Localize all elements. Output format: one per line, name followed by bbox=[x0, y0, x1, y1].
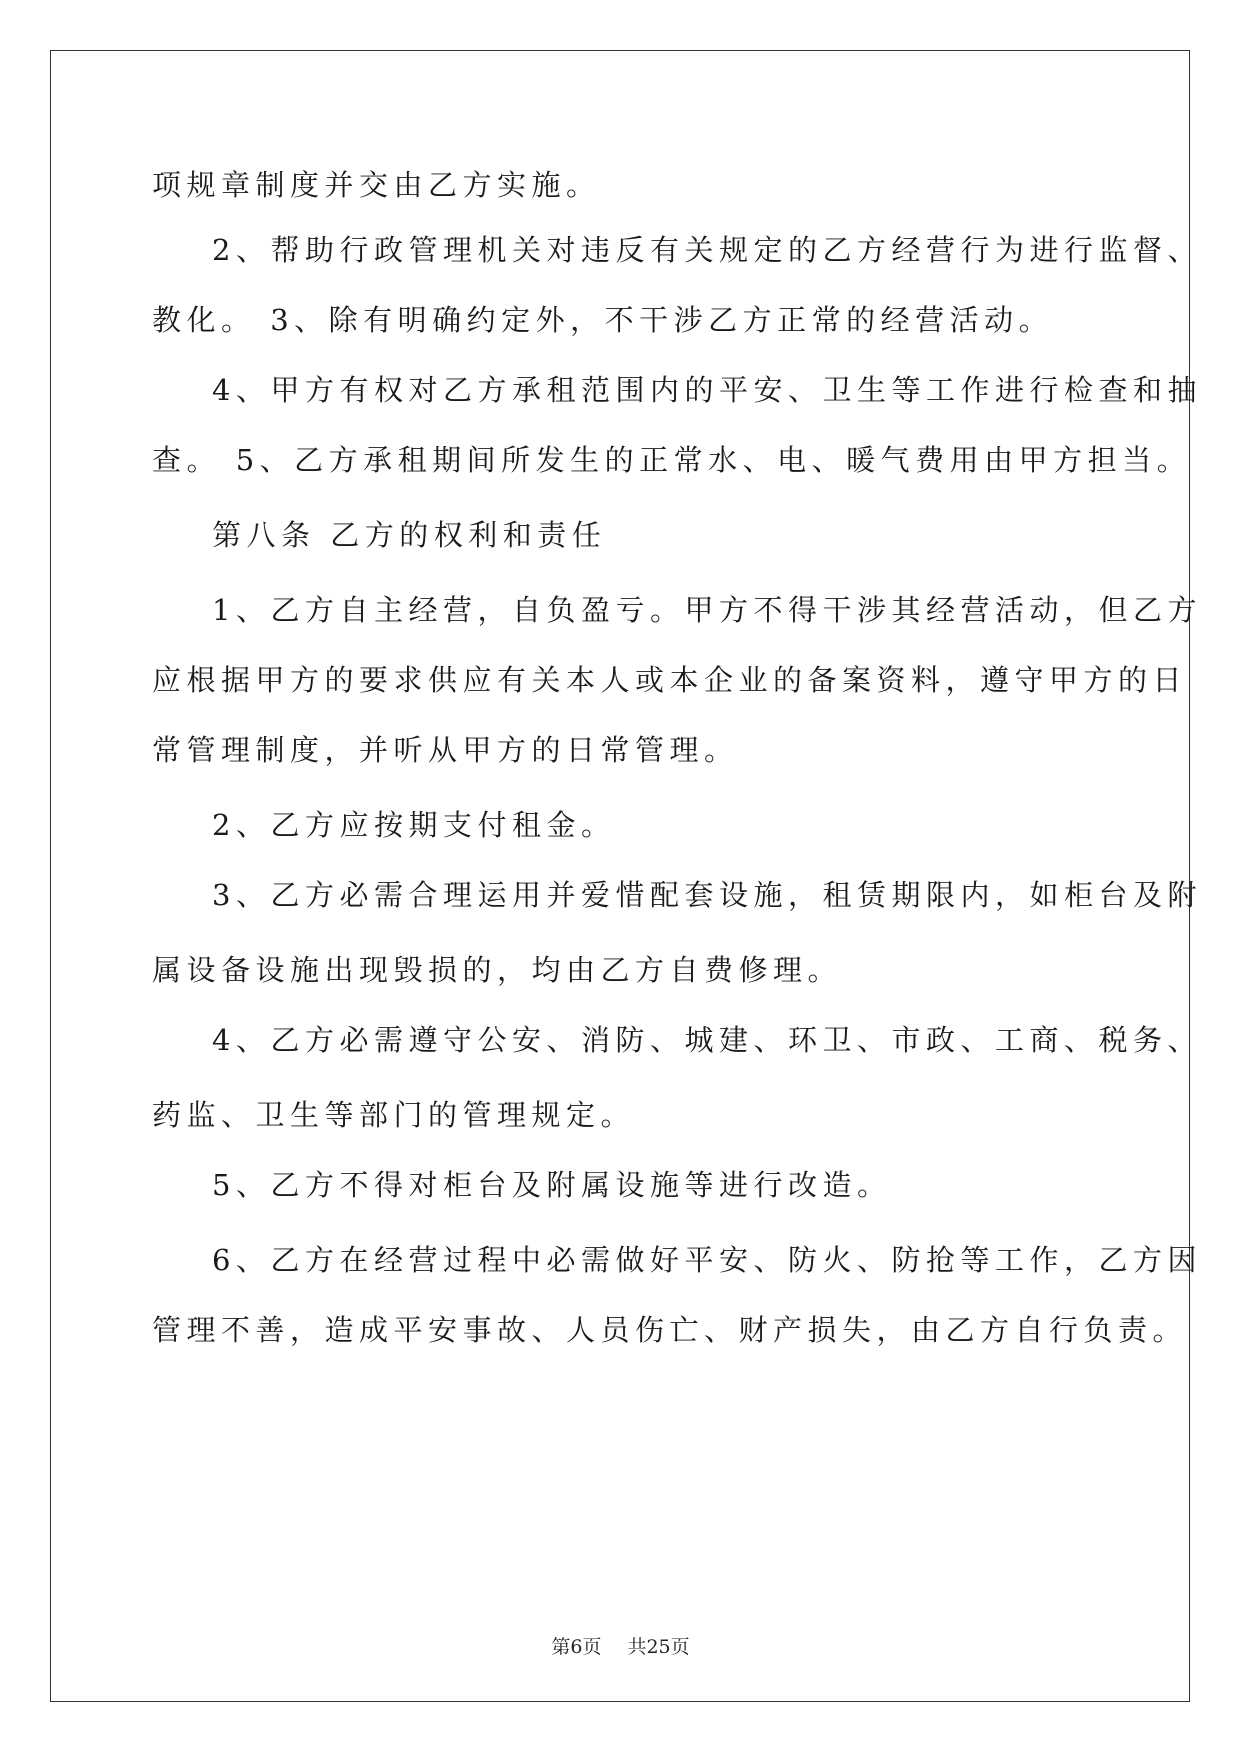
body-line: 1、乙方自主经营，自负盈亏。甲方不得干涉其经营活动，但乙方 bbox=[212, 593, 1202, 627]
body-line: 教化。 3、除有明确约定外，不干涉乙方正常的经营活动。 bbox=[152, 303, 1054, 337]
body-line: 5、乙方不得对柜台及附属设施等进行改造。 bbox=[212, 1168, 892, 1202]
section-heading: 第八条 乙方的权利和责任 bbox=[212, 518, 607, 552]
body-line: 应根据甲方的要求供应有关本人或本企业的备案资料，遵守甲方的日 bbox=[152, 663, 1188, 697]
page-footer bbox=[0, 1632, 1241, 1659]
body-line: 4、甲方有权对乙方承租范围内的平安、卫生等工作进行检查和抽 bbox=[212, 373, 1202, 407]
body-line: 属设备设施出现毁损的，均由乙方自费修理。 bbox=[152, 953, 843, 987]
page-number: 第6页 bbox=[551, 1636, 602, 1658]
body-line: 常管理制度，并听从甲方的日常管理。 bbox=[152, 733, 739, 767]
body-line: 查。 5、乙方承租期间所发生的正常水、电、暖气费用由甲方担当。 bbox=[152, 443, 1192, 477]
body-line: 4、乙方必需遵守公安、消防、城建、环卫、市政、工商、税务、 bbox=[212, 1023, 1202, 1057]
body-line: 管理不善，造成平安事故、人员伤亡、财产损失，由乙方自行负责。 bbox=[152, 1313, 1188, 1347]
body-line: 2、帮助行政管理机关对违反有关规定的乙方经营行为进行监督、 bbox=[212, 233, 1202, 267]
body-line: 3、乙方必需合理运用并爱惜配套设施，租赁期限内，如柜台及附 bbox=[212, 878, 1202, 912]
body-line: 项规章制度并交由乙方实施。 bbox=[152, 168, 601, 202]
page-total: 共25页 bbox=[627, 1636, 690, 1658]
body-line: 6、乙方在经营过程中必需做好平安、防火、防抢等工作，乙方因 bbox=[212, 1243, 1202, 1277]
body-line: 药监、卫生等部门的管理规定。 bbox=[152, 1098, 636, 1132]
body-line: 2、乙方应按期支付租金。 bbox=[212, 808, 616, 842]
